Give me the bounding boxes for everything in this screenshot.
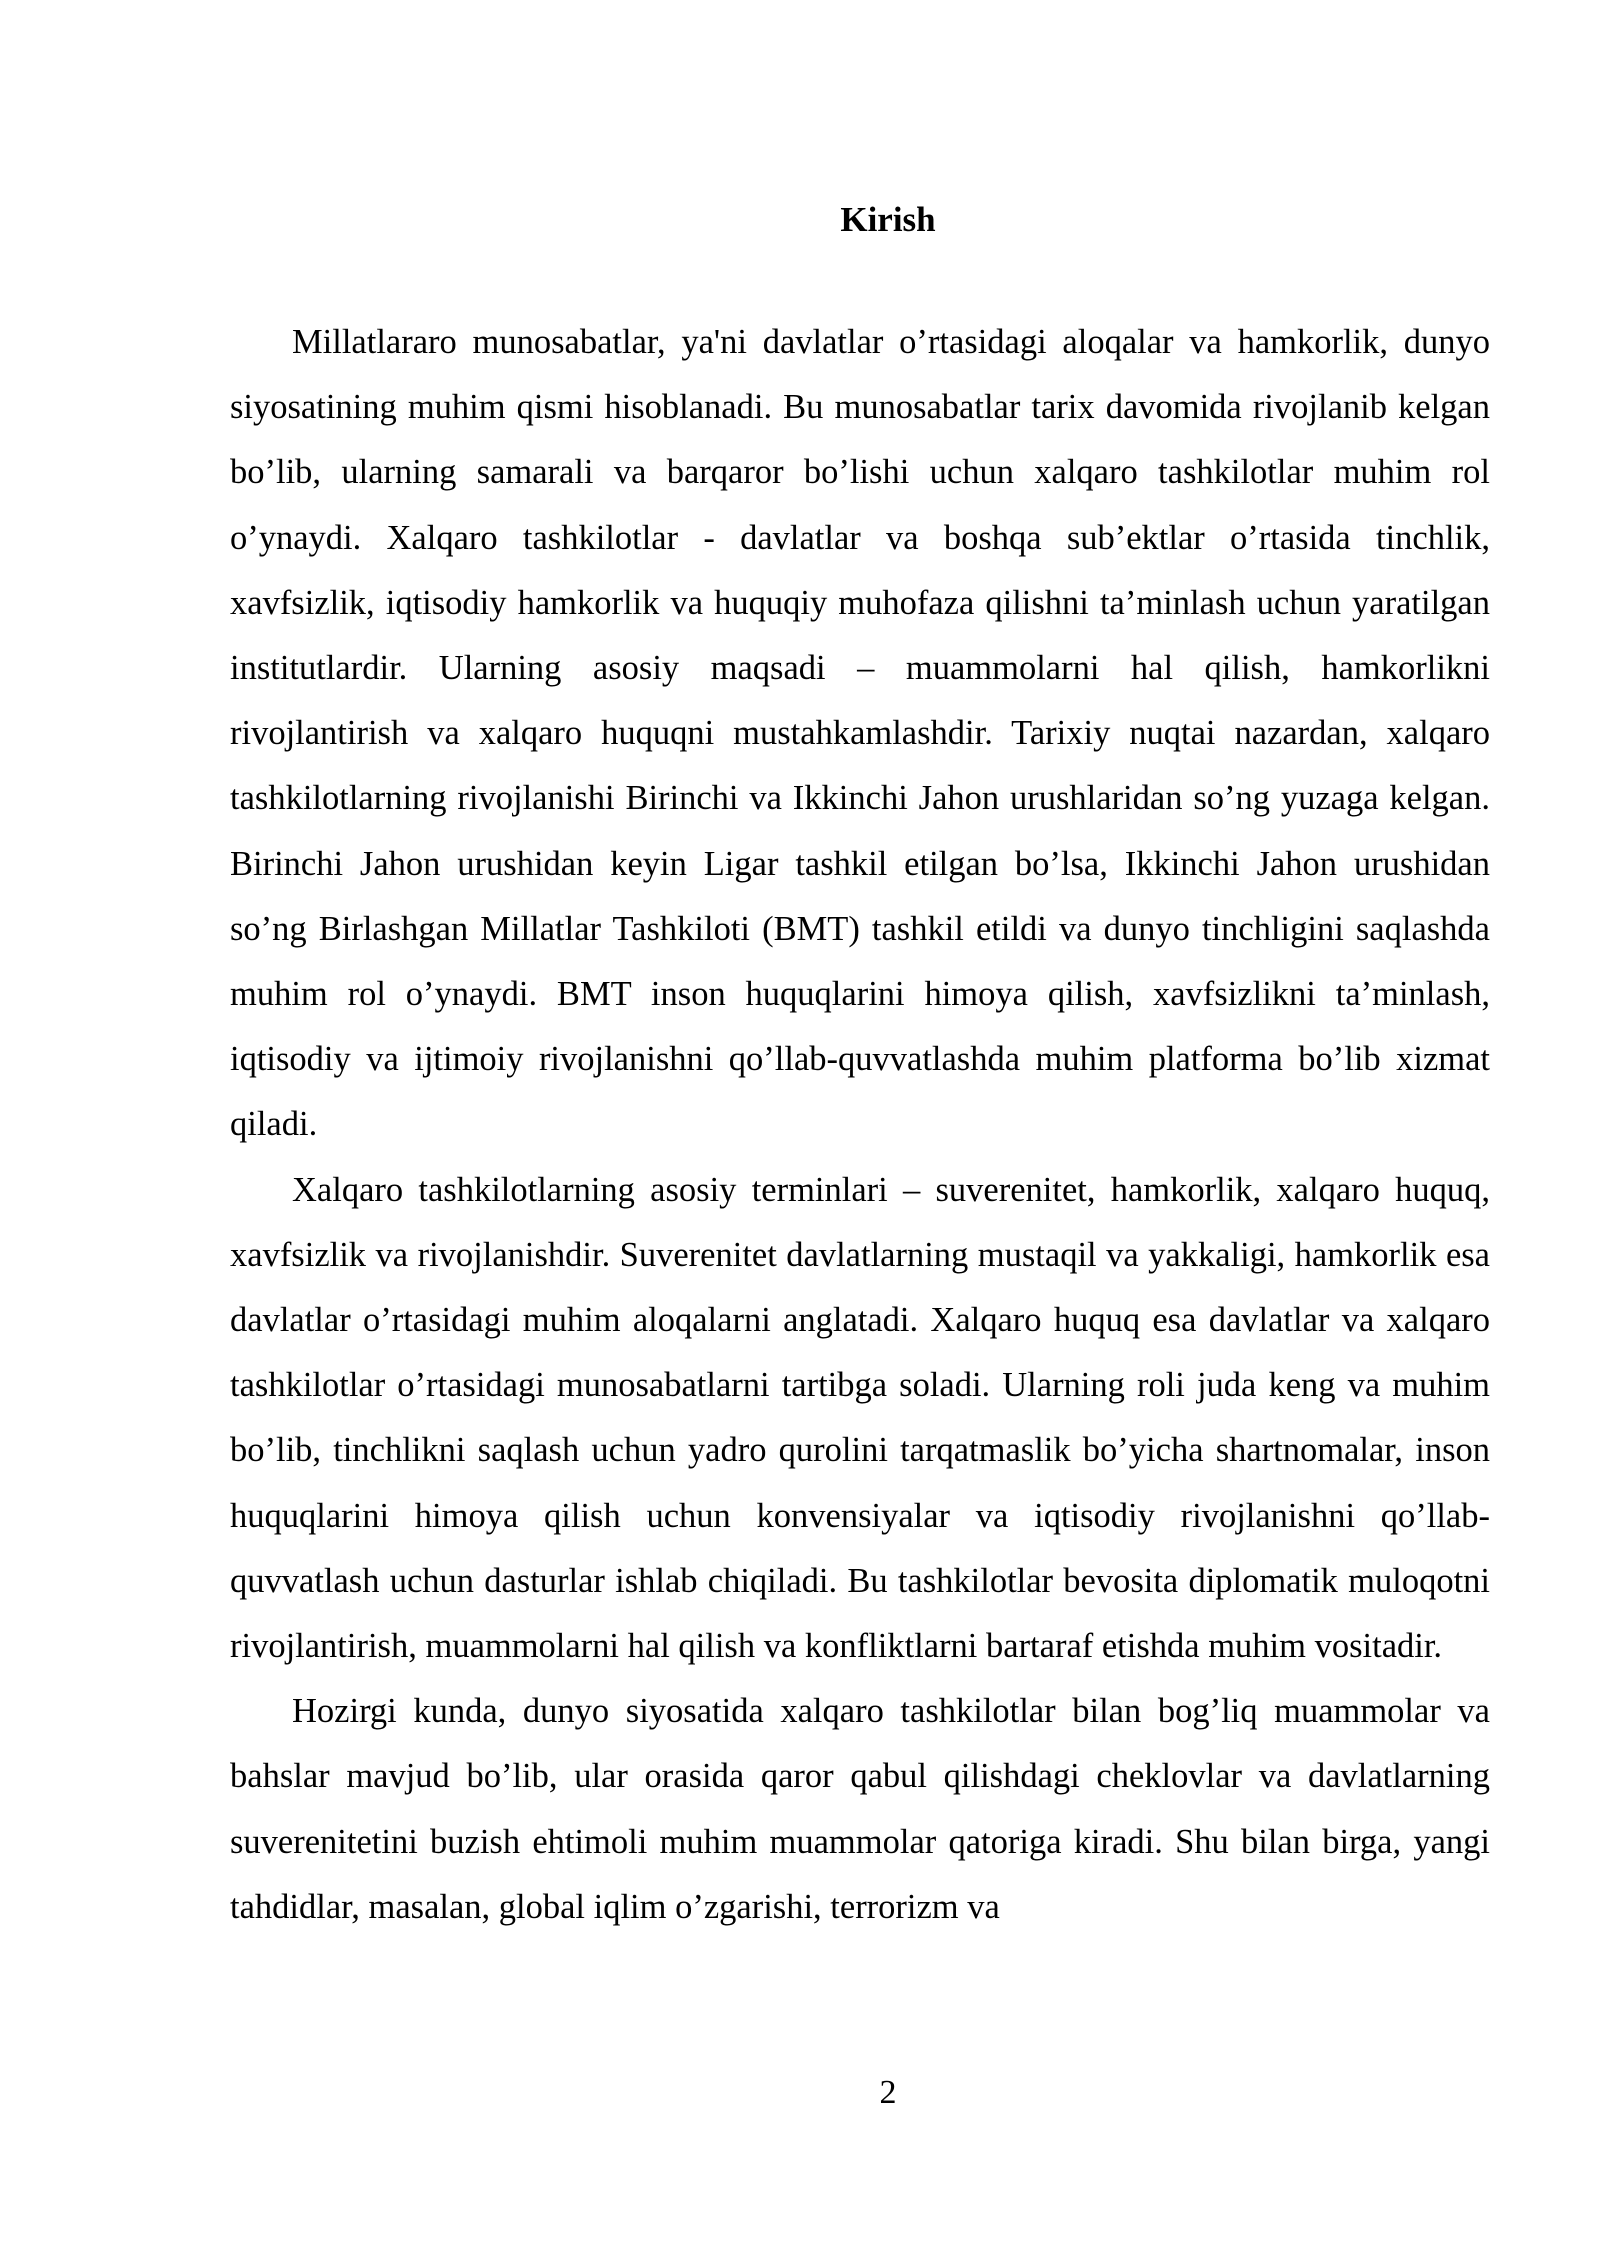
paragraph: Millatlararo munosabatlar, ya'ni davlatlar o’rtasidagi aloqalar va hamkorlik, dunyo siyosatining muhim qismi hisoblanadi. Bu munosabatlar tarix davomida rivojlanib kelgan bo’lib, ularning samarali va barqaror bo’lishi uchun xalqaro tashkilotlar muhim rol o’ynaydi. Xalqaro tashkilotlar - davlatlar va boshqa sub’ektlar o’rtasida tinchlik, xavfsizlik, iqtisodiy hamkorlik va huquqiy muhofaza qilishni ta’minlash uchun yaratilgan institutlardir. Ularning asosiy maqsadi – muammolarni hal qilish, hamkorlikni rivojlantirish va xalqaro huquqni mustahkamlashdir. Tarixiy nuqtai nazardan, xalqaro tashkilotlarning rivojlanishi Birinchi va Ikkinchi Jahon urushlaridan so’ng yuzaga kelgan. Birinchi Jahon urushidan keyin Ligar tashkil etilgan bo’lsa, Ikkinchi Jahon urushidan so’ng Birlashgan Millatlar Tashkiloti (BMT) tashkil etildi va dunyo tinchligini saqlashda muhim rol o’ynaydi. BMT inson huquqlarini himoya qilish, xavfsizlikni ta’minlash, iqtisodiy va ijtimoiy rivojlanishni qo’llab-quvvatlashda muhim platforma bo’lib xizmat qiladi. — [230, 323, 1490, 1144]
body-text — [230, 310, 1490, 1940]
page-title: Kirish — [840, 200, 936, 239]
paragraph: Xalqaro tashkilotlarning asosiy terminlari – suverenitet, hamkorlik, xalqaro huquq, xavfsizlik va rivojlanishdir. Suverenitet davlatlarning mustaqil va yakkaligi, hamkorlik esa davlatlar o’rtasidagi muhim aloqalarni anglatadi. Xalqaro huquq esa davlatlar va xalqaro tashkilotlar o’rtasidagi munosabatlarni tartibga soladi. Ularning roli juda keng va muhim bo’lib, tinchlikni saqlash uchun yadro qurolini tarqatmaslik bo’yicha shartnomalar, inson huquqlarini himoya qilish uchun konvensiyalar va iqtisodiy rivojlanishni qo’llab-quvvatlash uchun dasturlar ishlab chiqiladi. Bu tashkilotlar bevosita diplomatik muloqotni rivojlantirish, muammolarni hal qilish va konfliktlarni bartaraf etishda muhim vositadir. — [230, 1170, 1490, 1666]
page-number: 2 — [879, 2074, 897, 2111]
paragraph: Hozirgi kunda, dunyo siyosatida xalqaro tashkilotlar bilan bog’liq muammolar va bahslar mavjud bo’lib, ular orasida qaror qabul qilishdagi cheklovlar va davlatlarning suverenitetini buzish ehtimoli muhim muammolar qatoriga kiradi. Shu bilan birga, yangi tahdidlar, masalan, global iqlim o’zgarishi, terrorizm va — [230, 1692, 1490, 1926]
